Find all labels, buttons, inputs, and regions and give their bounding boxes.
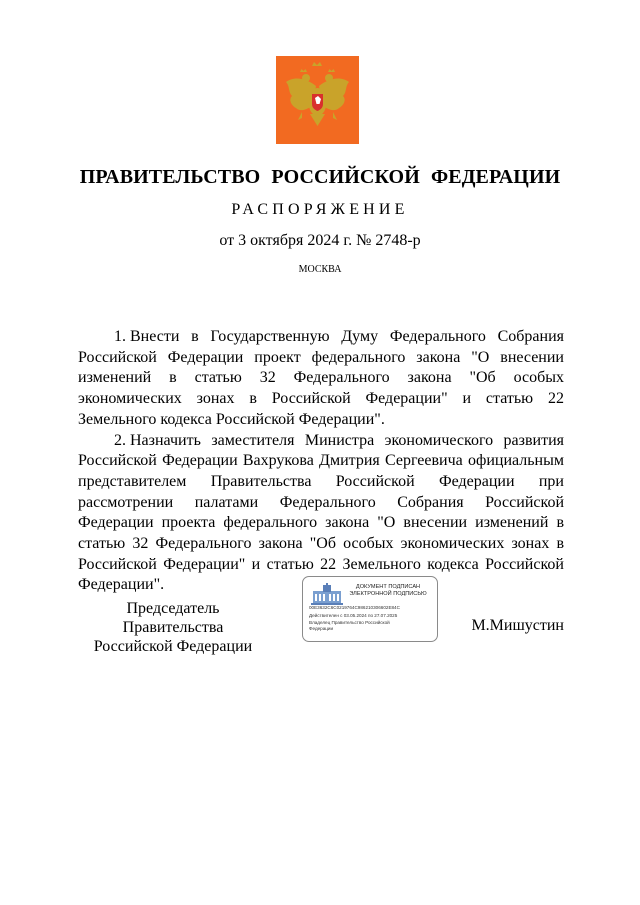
document-type: РАСПОРЯЖЕНИЕ (231, 201, 409, 218)
coat-of-arms-icon (276, 56, 359, 144)
stamp-heading-line-1: ДОКУМЕНТ ПОДПИСАН (355, 584, 421, 590)
paragraph-number: 1. (114, 328, 126, 345)
government-building-icon (311, 583, 343, 605)
paragraph-2 (78, 431, 564, 597)
paragraph-number: 2. (114, 431, 126, 449)
document-date-number: от 3 октября 2024 г. № 2748-р (219, 232, 421, 249)
paragraph-1 (78, 327, 564, 431)
stamp-owner-line-2: Федерации (309, 626, 334, 631)
paragraph-text: Назначить заместителя Министра экономического развития Российской Федерации Вахрукова Дмитрия Сергеевича официальным представителем Правительства Российской Федерации при рассмотрении палатами Федерального Собрания Российской Федерации проекта федерального закона "О внесении изменений в статью 32 Федерального закона "Об особых экономических зонах в Российской Федерации" и статью 22 Земельного кодекса Российской Федерации". (78, 431, 564, 594)
signer-position-line-1: Председатель Правительства (122, 600, 224, 636)
paragraph-text: Внести в Государственную Думу Федерального Собрания Российской Федерации проект федерального закона "О внесении изменений в статью 32 Федерального закона "Об особых экономических зонах в Российской Федерации" и статью 22 Земельного кодекса Российской Федерации". (78, 328, 564, 428)
stamp-heading-line-2: ЭЛЕКТРОННОЙ ПОДПИСЬЮ (349, 591, 427, 597)
electronic-signature-stamp (302, 576, 438, 642)
signer-position (76, 599, 270, 656)
signer-name: М.Мишустин (471, 617, 564, 634)
signer-position-line-2: Российской Федерации (93, 638, 253, 655)
document-city: МОСКВА (298, 264, 342, 275)
stamp-owner-line-1: Владелец Правительство Российской (309, 620, 390, 625)
document-body (78, 327, 564, 596)
stamp-heading (343, 584, 433, 598)
stamp-certificate: 00E3632C6C0219764C986210306602E84C (309, 605, 400, 610)
document-title: ПРАВИТЕЛЬСТВО РОССИЙСКОЙ ФЕДЕРАЦИИ (79, 166, 561, 188)
stamp-validity: Действителен с 03.05.2024 по 27.07.2025 (309, 613, 398, 618)
